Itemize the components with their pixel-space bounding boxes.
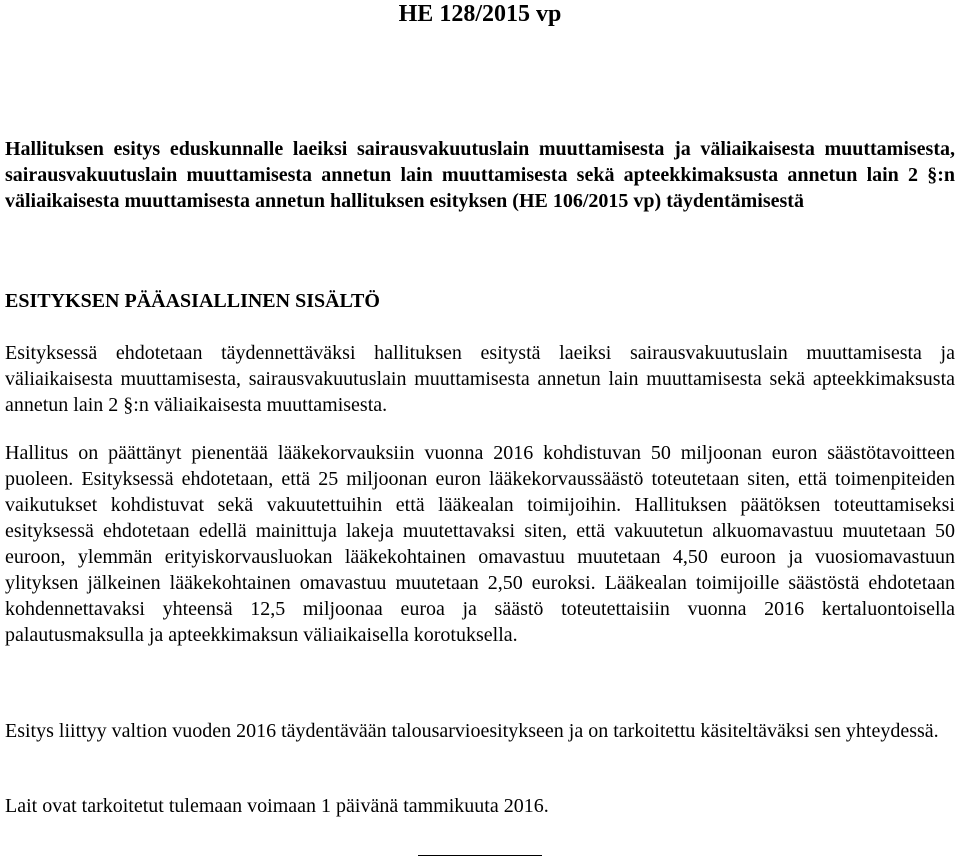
end-separator-line: [418, 855, 542, 856]
paragraph-budget: Esitys liittyy valtion vuoden 2016 täydentävään talousarvioesitykseen ja on tarkoitettu käsiteltäväksi sen yhteydessä.: [5, 720, 939, 742]
paragraph-entry-into-force: Lait ovat tarkoitetut tulemaan voimaan 1 päivänä tammikuuta 2016.: [5, 795, 549, 817]
document-id: HE 128/2015 vp: [398, 1, 562, 27]
paragraph-details: Hallitus on päättänyt pienentää lääkekorvauksiin vuonna 2016 kohdistuvan 50 miljoonan euron säästötavoitteen puoleen. Esityksessä ehdotetaan, että 25 miljoonan euron lääkekorvaussäästö toteutetaan siten, että toimenpiteiden vaikutukset kohdistuvat sekä vakuutettuihin että lääkealan toimijoihin. Hallituksen päätöksen toteuttamiseksi esityksessä ehdotetaan edellä mainittuja lakeja muutettavaksi siten, että vakuutetun alkuomavastuu muutetaan 50 euroon, ylemmän erityiskorvausluokan lääkekohtainen omavastuu muutetaan 4,50 euroon ja vuosiomavastuun ylityksen jälkeinen lääkekohtainen omavastuu muutetaan 2,50 euroksi. Lääkealan toimijoille säästöstä ehdotetaan kohdennettavaksi yhteensä 12,5 miljoonaa euroa ja säästö toteutettaisiin vuonna 2016 kertaluontoisella palautusmaksulla ja apteekkimaksun väliaikaisella korotuksella.: [5, 442, 955, 646]
document-title: Hallituksen esitys eduskunnalle laeiksi sairausvakuutuslain muuttamisesta ja väliaikaisesta muuttamisesta, sairausvakuutuslain muuttamisesta annetun lain muuttamisesta sekä apteekkimaksusta annetun lain 2 §:n väliaikaisesta muuttamisesta annetun hallituksen esityksen (HE 106/2015 vp) täydentämisestä: [5, 138, 955, 212]
section-heading: ESITYKSEN PÄÄASIALLINEN SISÄLTÖ: [5, 290, 380, 312]
paragraph-summary: Esityksessä ehdotetaan täydennettäväksi hallituksen esitystä laeiksi sairausvakuutuslain muuttamisesta ja väliaikaisesta muuttamisesta, sairausvakuutuslain muuttamisesta annetun lain muuttamisesta sekä apteekkimaksusta annetun lain 2 §:n väliaikaisesta muuttamisesta.: [5, 342, 955, 416]
